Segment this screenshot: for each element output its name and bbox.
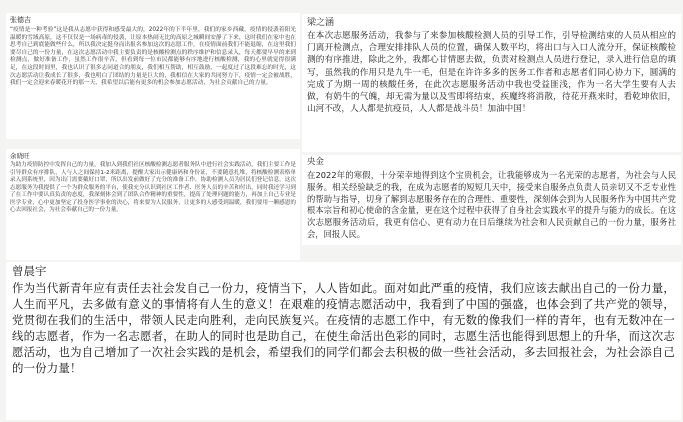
reflection-text: 为助力疫情防控中发挥自己的力量，我加入到我们社区核酸检测志愿者服务队中进行社会实践活动，我们主要工作是引导群众有序排队，人与人之间保持1-2米距离，提醒大家出示健康码和身份证，不要随意扎堆，将核酸检测表格单录入到系统里，因为出门需要戴好口罩，所以出发前做好了充分的准备工作，协助检测人员为居民们登记信息，这次志愿服务为我提供了一个为群众服务的平台，使我充分认识到社区工作者、医务人员的辛苦和付出，同时我还学习到了在工作中要认真负责的态度，我深刻体会到了团队合作精神的重要性，提高了处理问题的能力，再加上自己专业是医学专业，心中更加坚定了投身医学事业的决心，将来要为人民服务，让更多的人感受到温暖，我们要用一颗感恩的心去回报社会，为社会奉献自己的一份力量。 xyxy=(10,162,296,213)
volunteer-card-yu xyxy=(6,149,300,260)
volunteer-card-zhang xyxy=(6,13,300,139)
author-name: 央金 xyxy=(307,157,325,167)
volunteer-card-liang xyxy=(302,14,681,152)
volunteer-card-zeng xyxy=(6,262,681,420)
reflection-text: 在2022年的寒假，十分荣幸地得到这个宝贵机会，让我能够成为一名光荣的志愿者，为社会与人民服务。相关经验缺乏的我，在成为志愿者的短短几天中，接受来自服务点负责人员亲切又不乏专业性的帮助与指导，切身了解到志愿服务存在的合理性、重要性，深刻体会到为人民服务作为中国共产党根本宗旨和初心使命的含金量，更在这个过程中获得了自身社会实践水平的提升与能力的成长。在这次志愿服务活动后，我更有信心、更有动力在日后继续为社会和人民贡献自己的一份力量，服务社会，回报人民。 xyxy=(307,170,676,239)
reflection-text: “疫情是一种考验”这是我从志愿中获得和感受最大的，2022年的下半年里，我们的家乡西藏，疫情的侵袭着阳光温暖的雪域高原，这不仅仅是一场病毒的侵袭，让原本热闹无比的高原之城瞬间安静了下来，这时我们在家中也在思考自己到底能做些什么，所以我决定挺身而出报名参加这次的志愿工作，在疫情面前我们不能退缩，在这里我们要尽自己的一份力量，在这次志愿活动中我主要负责的是核酸检测点的秩序维护和信息录入，每天都要早早的来到检测点，做好准备工作，虽然工作很辛苦，但看到每一位市民都能够有序地进行核酸检测，我的心里就觉得很满足，在这段时间里，我也认识了很多志同道合的朋友，我们相互帮助，相互鼓励，一起度过了这段难忘的时光，这次志愿活动让我成长了很多，我也明白了团结的力量是巨大的，我相信在大家的共同努力下，疫情一定会被战胜，我们一定会迎来春暖花开的那一天，我希望以后能有更多的机会参加志愿活动，为社会贡献自己的力量。 xyxy=(10,27,296,87)
author-name: 余晓旺 xyxy=(10,152,30,160)
volunteer-card-yangjin xyxy=(302,155,681,245)
reflection-text: 作为当代新青年应有责任去社会发自己一份力，疫情当下，人人皆如此。面对如此严重的疫情，我们应该去献出自己的一份力量，人生而平凡，去多做有意义的事情将有人生的意义！在艰难的疫情志愿活动中，我看到了中国的强盛，也体会到了共产党的领导，党贯彻在我们的生活中，带领人民走向胜利，走向民族复兴。在疫情的志愿工作中，有无数的像我们一样的青年，也有无数冲在一线的志愿者，作为一名志愿者，在助人的同时也是助自己，在使生命活出色彩的同时，志愿生活也能得到思想上的升华，而这次志愿活动，也为自己增加了一次社会实践的是机会，希望我们的同学们都会去积极的做一些社会活动，多去回报社会，为社会添自己的一份力量！ xyxy=(12,281,675,375)
author-name: 张德吉 xyxy=(10,16,31,24)
author-name: 梁之涵 xyxy=(307,18,335,28)
reflection-text: 在本次志愿服务活动，我参与了来参加核酸检测人员的引导工作，引导检测结束的人员从相应的门离开检测点，合理安排排队人员的位置，确保人数平均，将出口与入口人流分开，保证核酸检测的有序推进，除此之外，我都心甘情愿去做，负责对检测点人员进行登记，录入进行信息的填写，虽然我的作用只是九牛一毛，但是在许许多多的医务工作者和志愿者们同心协力下，圆满的完成了为期一周的核酸任务，在此次志愿服务活动中我也受益匪浅，作为一名大学生要有人去做，有奶牛的气魄，却无需为量以及雪即将结束，疾魔终将消散，待花开燕来时，看乾坤依旧，山河不改，人人都是抗疫员，人人都是战斗员！加油中国！ xyxy=(307,31,676,115)
author-name: 曾晨宇 xyxy=(12,264,47,278)
